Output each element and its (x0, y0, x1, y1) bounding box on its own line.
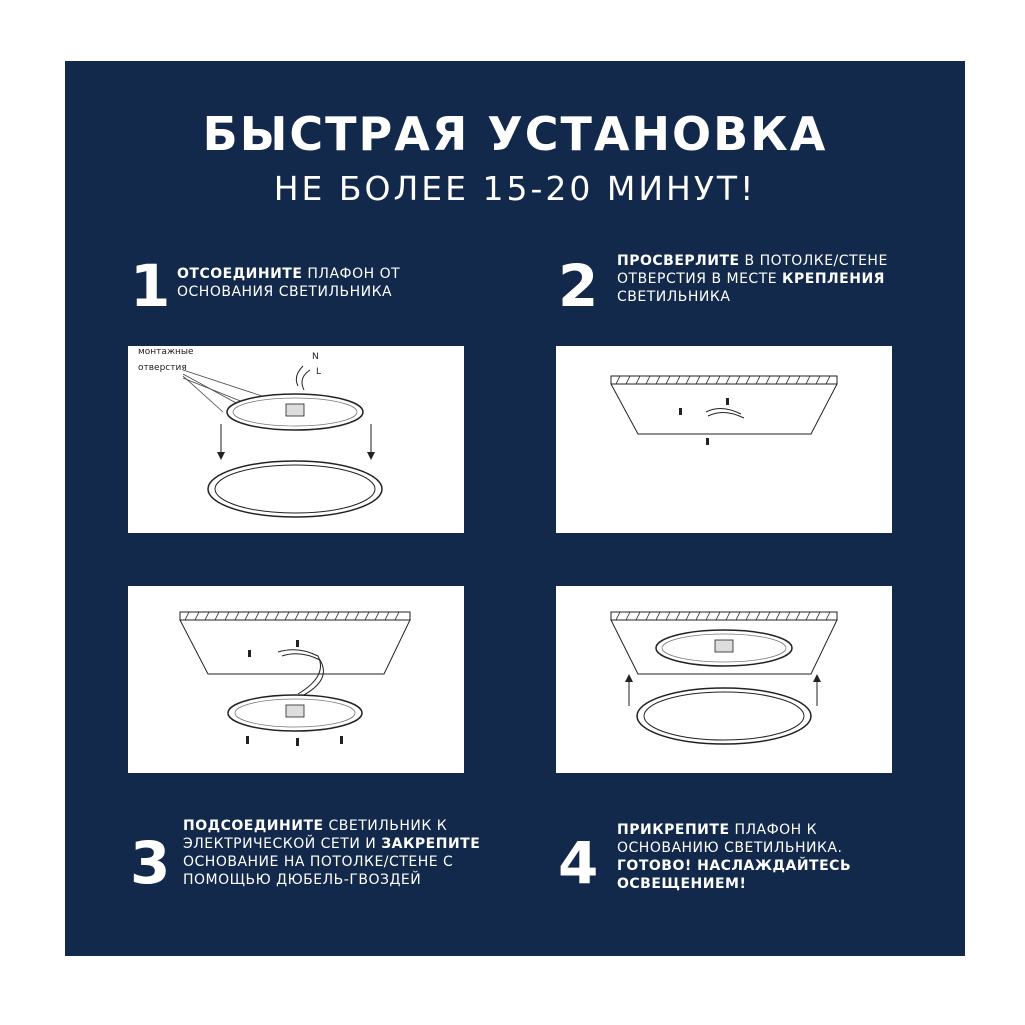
step-3-number: 3 (130, 829, 171, 897)
step-4-text (617, 821, 877, 893)
step-1-number: 1 (130, 252, 171, 320)
step-4-illustration (556, 586, 892, 773)
step-4-text-part: ПРИКРЕПИТЕ (617, 822, 730, 838)
step-2-illustration (556, 346, 892, 533)
step-3-illustration (128, 586, 464, 773)
step-4-text-part: ГОТОВО! НАСЛАЖДАЙТЕСЬ ОСВЕЩЕНИЕМ! (617, 858, 852, 892)
step-1-text (177, 265, 437, 301)
step-4-text-part: ПЛАФОН К ОСНОВАНИЮ СВЕТИЛЬНИКА. (617, 822, 843, 856)
step-3-text-part: ЗАКРЕПИТЕ (381, 836, 481, 852)
step-2-text-part: СВЕТИЛЬНИКА (617, 289, 731, 305)
page-title: БЫСТРАЯ УСТАНОВКА (202, 107, 828, 161)
mounting-holes-label-2: отверстия (138, 363, 187, 373)
step-1-illustration (128, 346, 464, 533)
step-3-text (183, 817, 513, 889)
step-2-text-part: ПРОСВЕРЛИТЕ (617, 253, 740, 269)
wire-n-label: N (312, 352, 319, 362)
step-2-number: 2 (558, 252, 599, 320)
step-3-text-part: ПОДСОЕДИНИТЕ (183, 818, 324, 834)
step-1-text-part: ПЛАФОН ОТ ОСНОВАНИЯ СВЕТИЛЬНИКА (177, 266, 401, 300)
step-2-text-part: В ПОТОЛКЕ/СТЕНЕ ОТВЕРСТИЯ В МЕСТЕ (617, 253, 888, 287)
step-4-number: 4 (558, 829, 599, 897)
step-1-text-part: ОТСОЕДИНИТЕ (177, 266, 303, 282)
step-2-text-part: КРЕПЛЕНИЯ (782, 271, 885, 287)
instruction-panel (65, 61, 965, 956)
wire-l-label: L (316, 367, 322, 377)
step-3-text-part: ОСНОВАНИЕ НА ПОТОЛКЕ/СТЕНЕ С ПОМОЩЬЮ ДЮБЕЛЬ-ГВОЗДЕЙ (183, 854, 454, 888)
step-2-text (617, 252, 917, 306)
step-3-text-part: СВЕТИЛЬНИК К ЭЛЕКТРИЧЕСКОЙ СЕТИ И (183, 818, 448, 852)
mounting-holes-label-1: монтажные (138, 347, 194, 357)
page-subtitle: НЕ БОЛЕЕ 15-20 МИНУТ! (273, 169, 757, 208)
